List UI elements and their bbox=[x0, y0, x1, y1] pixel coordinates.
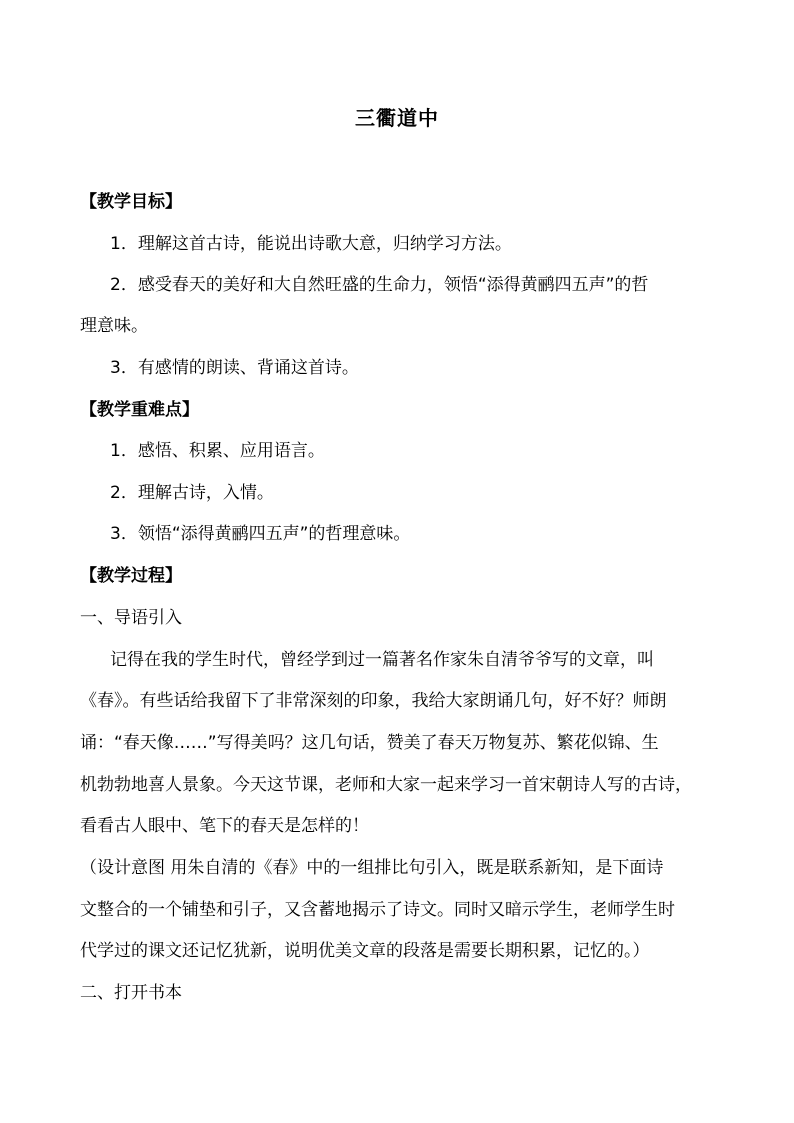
process-heading: 【教学过程】 bbox=[80, 566, 182, 586]
paragraph-line-2: 《春》。有些话给我留下了非常深刻的印象，我给大家朗诵几句，好不好？师朗 bbox=[80, 691, 667, 711]
key-points-heading: 【教学重难点】 bbox=[80, 400, 199, 420]
key-point-item-1: 1．感悟、积累、应用语言。 bbox=[110, 441, 325, 461]
paragraph-line-3: 诵：“春天像……”写得美吗？这几句话，赞美了春天万物复苏、繁花似锦、生 bbox=[80, 733, 659, 753]
design-note-line-2: 文整合的一个铺垫和引子，又含蓄地揭示了诗文。同时又暗示学生，老师学生时 bbox=[80, 900, 675, 920]
document-title: 三衢道中 bbox=[355, 106, 439, 130]
key-point-item-2: 2．理解古诗，入情。 bbox=[110, 483, 274, 503]
paragraph-line-5: 看看古人眼中、笔下的春天是怎样的！ bbox=[80, 816, 369, 836]
design-note-line-1: （设计意图 用朱自清的《春》中的一组排比句引入，既是联系新知，是下面诗 bbox=[80, 858, 664, 878]
process-step-1-title: 一、导语引入 bbox=[80, 608, 182, 628]
paragraph-line-4: 机勃勃地喜人景象。今天这节课，老师和大家一起来学习一首宋朝诗人写的古诗， bbox=[80, 775, 692, 795]
paragraph-line-1: 记得在我的学生时代，曾经学到过一篇著名作家朱自清爷爷写的文章，叫 bbox=[110, 650, 654, 670]
key-point-item-3: 3．领悟“添得黄鹂四五声”的哲理意味。 bbox=[110, 524, 411, 544]
objective-item-3: 3．有感情的朗读、背诵这首诗。 bbox=[110, 358, 359, 378]
design-note-line-3: 代学过的课文还记忆犹新，说明优美文章的段落是需要长期积累，记忆的。） bbox=[80, 941, 650, 961]
objective-item-2-continued: 理意味。 bbox=[80, 316, 148, 336]
process-step-2-title: 二、打开书本 bbox=[80, 983, 182, 1003]
objective-item-2: 2．感受春天的美好和大自然旺盛的生命力，领悟“添得黄鹂四五声”的哲 bbox=[110, 275, 649, 295]
objective-item-1: 1．理解这首古诗，能说出诗歌大意，归纳学习方法。 bbox=[110, 234, 512, 254]
objectives-heading: 【教学目标】 bbox=[80, 192, 182, 212]
